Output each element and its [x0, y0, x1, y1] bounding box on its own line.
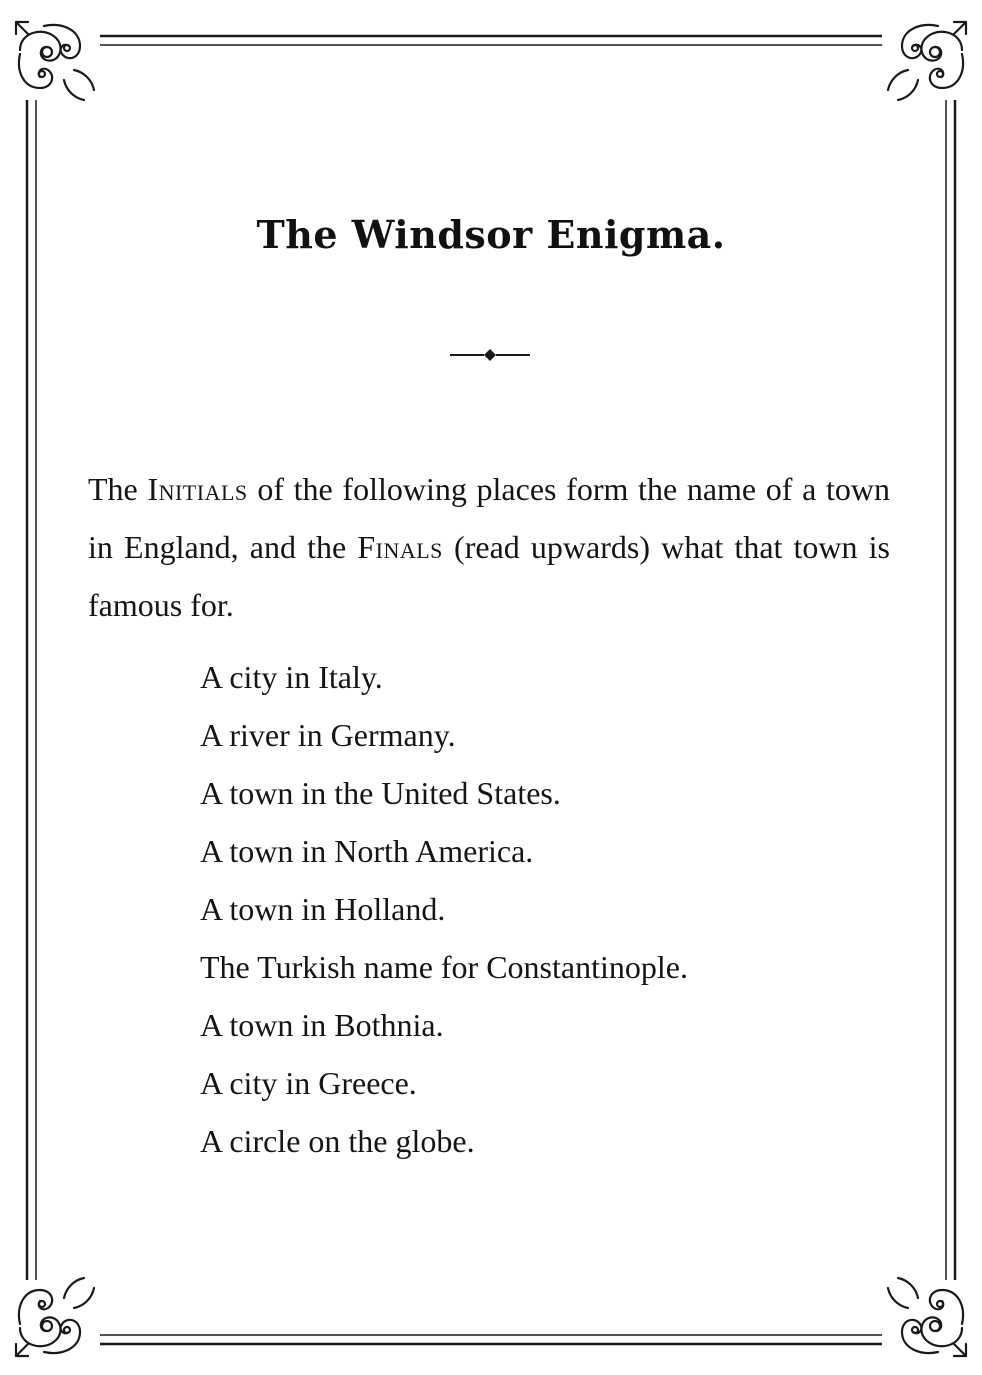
clue-item: A town in North America.: [200, 833, 534, 869]
corner-bottom-left-scroll-icon: [16, 1278, 94, 1356]
finals-word: Finals: [357, 529, 443, 565]
clue-item: A river in Germany.: [200, 717, 456, 753]
clue-item: The Turkish name for Constantinople.: [200, 949, 688, 985]
page-title: The Windsor Enigma.: [256, 212, 726, 257]
intro-text-3: (read upwards) what that town is famous for.: [88, 529, 891, 623]
clue-item: A town in Holland.: [200, 891, 446, 927]
intro-text-2: of the following places form the name of a town in England, and the: [88, 471, 891, 565]
clue-item: A city in Greece.: [200, 1065, 417, 1101]
clue-list: [200, 648, 688, 1170]
corner-top-left-scroll-icon: [16, 22, 94, 100]
corner-top-right-scroll-icon: [888, 22, 966, 100]
intro-paragraph: [88, 460, 890, 634]
initials-word: Initials: [147, 471, 248, 507]
divider-ornament-icon: [448, 348, 532, 362]
clue-item: A circle on the globe.: [200, 1123, 475, 1159]
intro-text-1: The: [88, 471, 148, 507]
corner-bottom-right-scroll-icon: [888, 1278, 966, 1356]
clue-item: A town in the United States.: [200, 775, 561, 811]
clue-item: A city in Italy.: [200, 659, 383, 695]
clue-item: A town in Bothnia.: [200, 1007, 444, 1043]
